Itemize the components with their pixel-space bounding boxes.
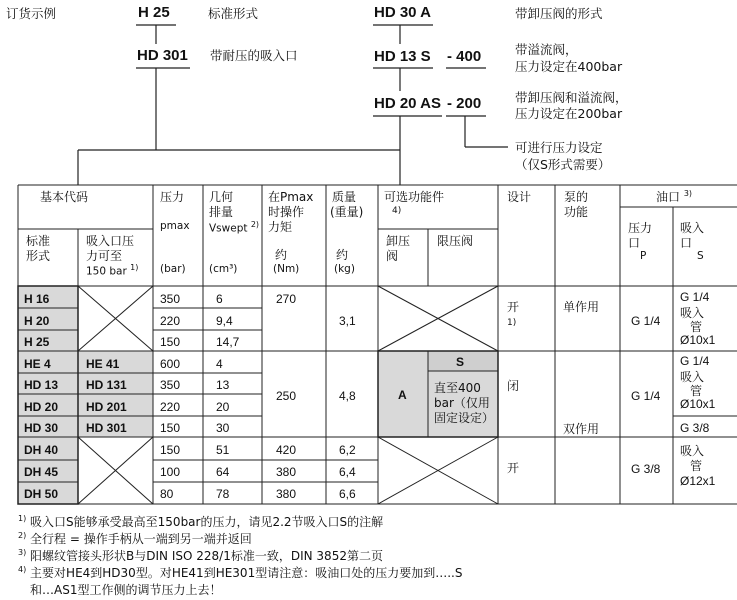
port-p-group-3: G 3/8 (631, 462, 661, 476)
suffix-hd13s: - 400 (447, 48, 482, 65)
row-displacement: 78 (216, 487, 230, 501)
row-displacement: 14,7 (216, 335, 240, 349)
order-example-title: 订货示例 (6, 6, 57, 21)
row-pressure: 150 (160, 335, 181, 349)
header-port-p-2: 口 (628, 236, 641, 250)
header-nm: (Nm) (273, 263, 300, 275)
footnote-3: $^{3)}$ 阳螺纹管接头形状B与DIN ISO 228/1标准一致，DIN 3852第二页 (18, 548, 383, 563)
footnote-2: $^{2)}$ 全行程 = 操作手柄从一端到另一端并返回 (18, 531, 252, 546)
mass-group-2: 4,8 (339, 389, 356, 403)
header-port-p-1: 压力 (628, 221, 653, 235)
row-pressure: 150 (160, 443, 181, 457)
port-p-group-2: G 1/4 (631, 389, 661, 403)
row-pressure: 600 (160, 357, 181, 371)
header-pressure: 压力 (160, 190, 185, 204)
header-port-p-3: P (640, 250, 647, 262)
header-torque-2: 时操作 (268, 205, 305, 219)
header-suction-1: 吸入口压 (86, 234, 135, 248)
option-a: A (398, 388, 407, 402)
port-s-group-1: G 1/4 (680, 290, 710, 304)
pressure-setting-note-1: 可进行压力设定 (515, 140, 603, 155)
desc-hd20as-line1: 带卸压阀和溢流阀， (515, 90, 628, 105)
footnote-4-cont: 和…AS1型工作侧的调节压力上去！ (30, 583, 222, 597)
row-std: H 20 (24, 314, 50, 328)
port-p-group-1: G 1/4 (631, 314, 661, 328)
header-cm3: (cm³) (209, 263, 238, 275)
header-unload-2: 阀 (386, 249, 399, 263)
row-suction: HE 41 (86, 357, 120, 371)
design-group-1-note: 1) (507, 318, 517, 328)
row-pressure: 100 (160, 465, 181, 479)
row-displacement: 6 (216, 292, 223, 306)
header-torque-3: 力矩 (268, 220, 293, 234)
header-bar: (bar) (160, 263, 186, 275)
header-mass-approx: 约 (336, 248, 349, 262)
port-s-group-3: 吸入 (680, 444, 705, 458)
row-std: HD 13 (24, 378, 59, 392)
design-group-3: 开 (507, 461, 520, 475)
row-std: H 16 (24, 292, 50, 306)
desc-hd30a: 带卸压阀的形式 (515, 6, 603, 21)
desc-hd13s-line2: 压力设定在400bar (515, 59, 623, 74)
header-port-s-2: 口 (680, 236, 693, 250)
desc-hd13s-line1: 带溢流阀， (515, 42, 578, 57)
row-torque: 420 (276, 443, 297, 457)
option-s: S (456, 355, 465, 369)
header-limit: 限压阀 (437, 234, 474, 248)
footnote-1: $^{1)}$ 吸入口S能够承受最高至150bar的压力，请见2.2节吸入口S的注解 (18, 514, 384, 529)
design-group-2: 闭 (507, 379, 520, 393)
header-torque-1: 在Pmax (268, 190, 314, 204)
row-displacement: 9,4 (216, 314, 233, 328)
header-pump-2: 功能 (564, 205, 589, 219)
port-s-group-3: 管 (690, 459, 703, 473)
mass-group-1: 3,1 (339, 314, 356, 328)
row-pressure: 350 (160, 378, 181, 392)
row-std: DH 45 (24, 465, 59, 479)
row-std: DH 50 (24, 487, 59, 501)
header-port-s-3: S (697, 250, 704, 262)
port-s-group-2: 吸入 (680, 370, 705, 384)
row-mass: 6,2 (339, 443, 356, 457)
footnote-4: $^{4)}$ 主要对HE4到HD30型。对HE41到HE301型请注意：吸油口处的压力要加到…..S (18, 565, 463, 580)
header-pump-1: 泵的 (564, 190, 589, 204)
row-std: HD 20 (24, 400, 59, 414)
row-pressure: 220 (160, 400, 181, 414)
port-s-group-3a: G 3/8 (680, 421, 710, 435)
code-hd20as: HD 20 AS (374, 95, 441, 112)
row-mass: 6,6 (339, 487, 356, 501)
code-hd13s: HD 13 S (374, 48, 431, 65)
header-std-2: 形式 (26, 249, 51, 263)
row-std: HD 30 (24, 421, 59, 435)
header-pmax: pmax (160, 220, 190, 232)
torque-group-1: 270 (276, 292, 297, 306)
header-base-code: 基本代码 (40, 190, 89, 204)
port-s-group-2: Ø10x1 (680, 397, 716, 411)
option-s-text-1: 直至400 (434, 381, 481, 395)
header-port-s-1: 吸入 (680, 221, 705, 235)
row-std: HE 4 (24, 357, 51, 371)
row-torque: 380 (276, 465, 297, 479)
pressure-setting-note-2: （仅S形式需要） (515, 157, 611, 172)
header-geom-2: 排量 (209, 205, 234, 219)
header-port: 油口 $^{3)}$ (656, 189, 693, 204)
row-displacement: 20 (216, 400, 230, 414)
code-hd30a: HD 30 A (374, 4, 431, 21)
port-s-group-3: Ø12x1 (680, 474, 716, 488)
header-design: 设计 (507, 190, 532, 204)
header-kg: (kg) (334, 263, 355, 275)
row-mass: 6,4 (339, 465, 356, 479)
torque-group-2: 250 (276, 389, 297, 403)
option-s-text-3: 固定设定） (434, 411, 495, 425)
header-unload-1: 卸压 (386, 234, 411, 248)
code-hd301: HD 301 (137, 47, 188, 64)
desc-hd301: 带耐压的吸入口 (210, 48, 298, 63)
row-displacement: 51 (216, 443, 230, 457)
header-optional-note: 4) (392, 206, 402, 216)
option-s-text-2: bar（仅用 (434, 396, 490, 410)
header-mass-2: (重量) (330, 205, 364, 219)
row-pressure: 220 (160, 314, 181, 328)
pump-double: 双作用 (563, 422, 600, 436)
header-torque-approx: 约 (275, 248, 288, 262)
row-displacement: 64 (216, 465, 230, 479)
pump-single: 单作用 (563, 300, 600, 314)
header-geom-1: 几何 (209, 190, 234, 204)
row-pressure: 150 (160, 421, 181, 435)
row-displacement: 13 (216, 378, 230, 392)
design-group-1: 开 (507, 300, 520, 314)
header-vswept: Vswept $^{2)}$ (209, 220, 260, 235)
row-std: DH 40 (24, 443, 59, 457)
row-displacement: 4 (216, 357, 223, 371)
row-std: H 25 (24, 335, 50, 349)
row-pressure: 350 (160, 292, 181, 306)
port-s-group-1: 管 (690, 320, 703, 334)
row-displacement: 30 (216, 421, 230, 435)
suffix-hd20as: - 200 (447, 95, 482, 112)
port-s-group-2: 管 (690, 384, 703, 398)
row-pressure: 80 (160, 487, 174, 501)
row-torque: 380 (276, 487, 297, 501)
header-suction-2: 力可至 (86, 249, 123, 263)
row-suction: HD 131 (86, 378, 127, 392)
header-std-1: 标准 (26, 234, 51, 248)
port-s-group-1: 吸入 (680, 306, 705, 320)
header-suction-3: 150 bar $^{1)}$ (86, 263, 139, 278)
desc-h25: 标准形式 (208, 6, 259, 21)
header-optional: 可选功能件 (384, 190, 445, 204)
port-s-group-2: G 1/4 (680, 354, 710, 368)
row-suction: HD 201 (86, 400, 127, 414)
code-h25: H 25 (138, 4, 170, 21)
row-suction: HD 301 (86, 421, 127, 435)
port-s-group-1: Ø10x1 (680, 333, 716, 347)
header-mass-1: 质量 (332, 190, 357, 204)
desc-hd20as-line2: 压力设定在200bar (515, 106, 623, 121)
